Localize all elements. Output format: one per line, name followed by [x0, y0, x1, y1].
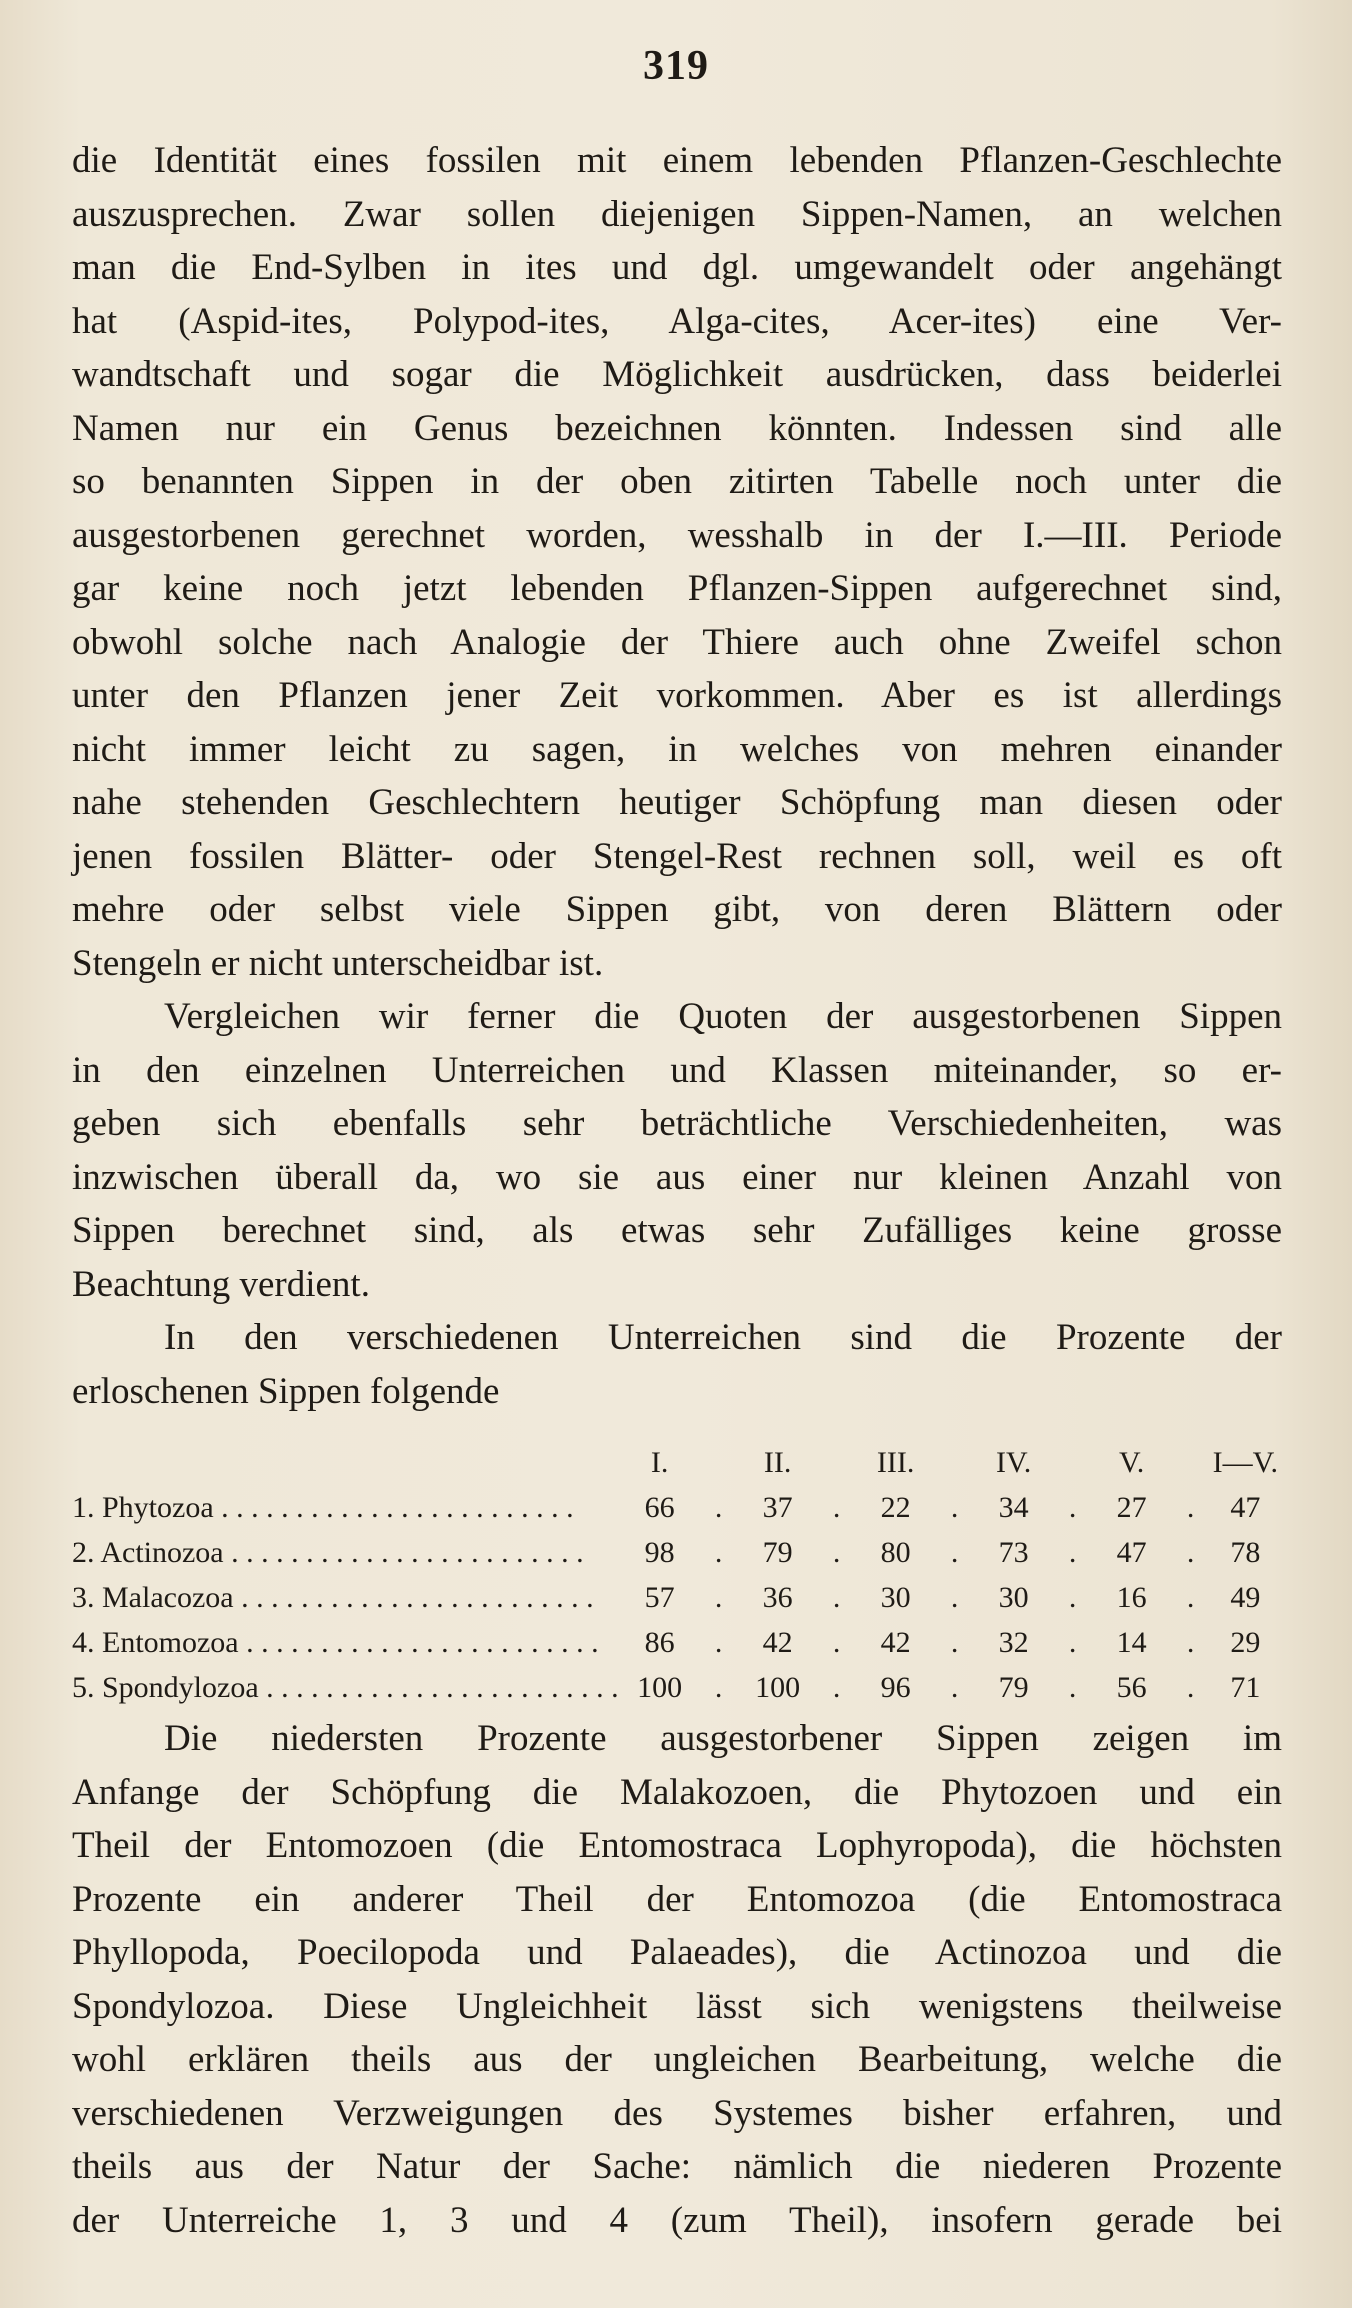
- text-line: nahe stehenden Geschlechtern heutiger Schöpfung man diesen oder: [72, 782, 1282, 823]
- leader-dots: [239, 1626, 599, 1659]
- text-line: wandtschaft und sogar die Möglichkeit ausdrücken, dass beiderlei: [72, 354, 1282, 395]
- text-line: man die End-Sylben in ites und dgl. umgewandelt oder angehängt: [72, 247, 1282, 288]
- text-line: der Unterreiche 1, 3 und 4 (zum Theil), insofern gerade bei: [72, 2199, 1282, 2241]
- table-cell: 27: [1116, 1491, 1147, 1524]
- text-line: verschiedenen Verzweigungen des Systemes bisher erfahren, und: [72, 2092, 1282, 2134]
- table-cell: 49: [1230, 1581, 1261, 1614]
- row-label: 5. Spondylozoa: [72, 1671, 259, 1704]
- text-line: unter den Pflanzen jener Zeit vorkommen. Aber es ist allerdings: [72, 675, 1282, 716]
- table-header-row: [72, 1440, 1282, 1485]
- table-cell: 16: [1116, 1581, 1147, 1614]
- column-header: III.: [876, 1446, 915, 1479]
- row-label: 3. Malacozoa: [72, 1581, 234, 1614]
- table-cell: 42: [762, 1626, 793, 1659]
- text-line: so benannten Sippen in der oben zitirten Tabelle noch unter die: [72, 461, 1282, 502]
- leader-dots: [224, 1536, 584, 1569]
- text-block-top: [72, 134, 1282, 1418]
- table-cell: 100: [637, 1671, 683, 1704]
- text-line: In den verschiedenen Unterreichen sind die Prozente der: [164, 1317, 1282, 1358]
- text-line: Stengeln er nicht unterscheidbar ist.: [72, 942, 604, 984]
- column-header: IV.: [996, 1446, 1032, 1479]
- text-line: Spondylozoa. Diese Ungleichheit lässt sich wenigstens theilweise: [72, 1985, 1282, 2027]
- table-cell: 36: [762, 1581, 793, 1614]
- table-cell: 14: [1116, 1626, 1147, 1659]
- table-cell: 34: [998, 1491, 1029, 1524]
- text-line: geben sich ebenfalls sehr beträchtliche Verschiedenheiten, was: [72, 1103, 1282, 1144]
- text-line: gar keine noch jetzt lebenden Pflanzen-Sippen aufgerechnet sind,: [72, 568, 1282, 609]
- table-cell: 98: [644, 1536, 675, 1569]
- text-line: ausgestorbenen gerechnet worden, wesshalb in der I.—III. Periode: [72, 514, 1282, 556]
- table-cell: 96: [880, 1671, 911, 1704]
- table-cell: 29: [1230, 1626, 1261, 1659]
- table-cell: 71: [1230, 1671, 1261, 1704]
- table-cell: 30: [998, 1581, 1029, 1614]
- table-row: 2. Actinozoa. . . 98 . 79 . 80 . 73 . 47 . 78: [72, 1530, 1282, 1575]
- table-cell: 73: [998, 1536, 1029, 1569]
- text-line: Prozente ein anderer Theil der Entomozoa (die Entomostraca: [72, 1878, 1282, 1920]
- text-line: auszusprechen. Zwar sollen diejenigen Sippen-Namen, an welchen: [72, 193, 1282, 235]
- text-line: Anfange der Schöpfung die Malakozoen, die Phytozoen und ein: [72, 1771, 1282, 1813]
- text-line: die Identität eines fossilen mit einem lebenden Pflanzen-Geschlechte: [72, 140, 1282, 181]
- table-cell: 22: [880, 1491, 911, 1524]
- text-line: Die niedersten Prozente ausgestorbener Sippen zeigen im: [164, 1718, 1282, 1759]
- column-header: I.: [650, 1446, 669, 1479]
- table-cell: 37: [762, 1491, 793, 1524]
- table-cell: 47: [1116, 1536, 1147, 1569]
- table-row: 4. Entomozoa. . . 86 . 42 . 42 . 32 . 14 . 29: [72, 1620, 1282, 1665]
- text-line: wohl erklären theils aus der ungleichen Bearbeitung, welche die: [72, 2039, 1282, 2080]
- extinction-percentage-table: [72, 1440, 1282, 1710]
- text-line: Theil der Entomozoen (die Entomostraca Lophyropoda), die höchsten: [72, 1825, 1282, 1866]
- table-row: 3. Malacozoa. . . 57 . 36 . 30 . 30 . 16 . 49: [72, 1575, 1282, 1620]
- table-cell: 30: [880, 1581, 911, 1614]
- table-cell: 79: [762, 1536, 793, 1569]
- text-line: Namen nur ein Genus bezeichnen könnten. Indessen sind alle: [72, 407, 1282, 449]
- row-label: 1. Phytozoa: [72, 1491, 214, 1524]
- column-header: II.: [763, 1446, 792, 1479]
- text-line: mehre oder selbst viele Sippen gibt, von deren Blättern oder: [72, 889, 1282, 930]
- table-cell: 66: [644, 1491, 675, 1524]
- row-label: 2. Actinozoa: [72, 1536, 224, 1569]
- text-line: nicht immer leicht zu sagen, in welches von mehren einander: [72, 728, 1282, 770]
- table-row: 5. Spondylozoa. . . 100 . 100 . 96 . 79 . 56 . 71: [72, 1665, 1282, 1710]
- table-cell: 86: [644, 1626, 675, 1659]
- leader-dots: [234, 1581, 594, 1614]
- table-cell: 80: [880, 1536, 911, 1569]
- text-line: hat (Aspid-ites, Polypod-ites, Alga-cites, Acer-ites) eine Ver-: [72, 300, 1282, 342]
- row-label: 4. Entomozoa: [72, 1626, 239, 1659]
- table-cell: 57: [644, 1581, 675, 1614]
- text-line: Sippen berechnet sind, als etwas sehr Zufälliges keine grosse: [72, 1210, 1282, 1251]
- text-line: Vergleichen wir ferner die Quoten der ausgestorbenen Sippen: [164, 996, 1282, 1037]
- table-row: 1. Phytozoa. . . 66 . 37 . 22 . 34 . 27 . 47: [72, 1485, 1282, 1530]
- table-cell: 100: [755, 1671, 801, 1704]
- column-header: I—V.: [1212, 1446, 1278, 1479]
- page-number: 319: [643, 43, 709, 89]
- table-cell: 47: [1230, 1491, 1261, 1524]
- table-cell: 32: [998, 1626, 1029, 1659]
- table-cell: 79: [998, 1671, 1029, 1704]
- leader-dots: [214, 1491, 574, 1524]
- table-cell: 56: [1116, 1671, 1147, 1704]
- text-line: erloschenen Sippen folgende: [72, 1370, 500, 1412]
- text-line: Phyllopoda, Poecilopoda und Palaeades), die Actinozoa und die: [72, 1932, 1282, 1973]
- text-line: inzwischen überall da, wo sie aus einer nur kleinen Anzahl von: [72, 1156, 1282, 1198]
- leader-dots: [259, 1671, 619, 1704]
- column-header: V.: [1119, 1446, 1145, 1479]
- text-line: in den einzelnen Unterreichen und Klassen miteinander, so er-: [72, 1049, 1282, 1091]
- text-line: jenen fossilen Blätter- oder Stengel-Rest rechnen soll, weil es oft: [72, 835, 1282, 877]
- text-block-bottom: [72, 1712, 1282, 2247]
- text-line: theils aus der Natur der Sache: nämlich die niederen Prozente: [72, 2146, 1282, 2187]
- table-cell: 78: [1230, 1536, 1261, 1569]
- table-cell: 42: [880, 1626, 911, 1659]
- text-line: obwohl solche nach Analogie der Thiere auch ohne Zweifel schon: [72, 621, 1282, 663]
- text-line: Beachtung verdient.: [72, 1263, 370, 1305]
